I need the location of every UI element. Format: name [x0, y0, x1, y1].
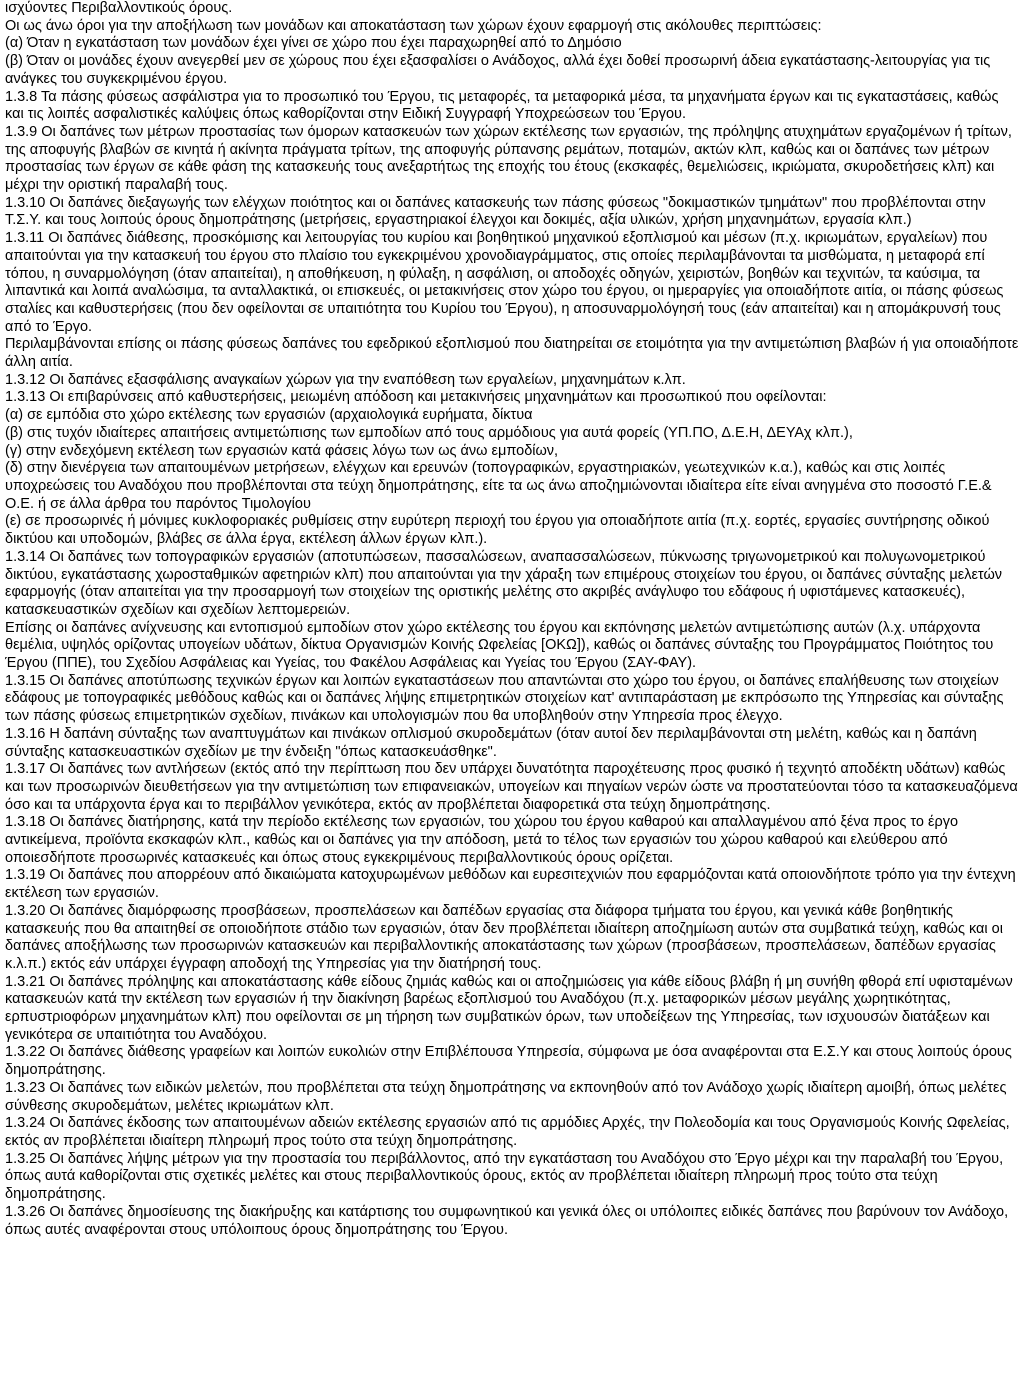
clause-1-3-13-item-e: (ε) σε προσωρινές ή μόνιμες κυκλοφοριακές ρυθμίσεις στην ευρύτερη περιοχή του έργου για οποιαδήποτε αιτία (π.χ. εορτές, εργασίες συντήρησης οδικού δικτύου και υποδομών, βλάβες σε άλλα έργα, εκτέλεση άλλων έργων κλπ.). — [5, 513, 990, 548]
clause-1-3-12: 1.3.12 Οι δαπάνες εξασφάλισης αναγκαίων χώρων για την εναπόθεση των εργαλείων, μηχανημάτων κ.λπ. — [5, 371, 686, 388]
list-item-b: (β) Όταν οι μονάδες έχουν ανεγερθεί μεν σε χώρους που έχει εξασφαλίσει ο Ανάδοχος, αλλά έχει δοθεί προσωρινή άδεια εγκατάστασης-λειτουργίας για τις ανάγκες του συγκεκριμένου έργου. — [5, 53, 991, 87]
clause-1-3-24: 1.3.24 Οι δαπάνες έκδοσης των απαιτουμένων αδειών εκτέλεσης εργασιών από τις αρμόδιες Αρχές, την Πολεοδομία και τους Οργανισμούς Κοινής Ωφελείας, εκτός αν προβλέπεται ιδιαίτερη πληρωμή προς τούτο στα τεύχη δημοπράτησης. — [5, 1115, 1010, 1149]
clause-1-3-14-continued: Επίσης οι δαπάνες ανίχνευσης και εντοπισμού εμποδίων στον χώρο εκτέλεσης του έργου και εκπόνησης μελετών αντιμετώπισης αυτών (λ.χ. υπάρχοντα θεμέλια, υψηλός ορίζοντας υπογείων υδάτων, δίκτυα Οργανισμών Κοινής Ωφελείας [ΟΚΩ]), καθώς οι δαπάνες σύνταξης του Προγράμματος Ποιότητος του Έργου (ΠΠΕ), του Σχεδίου Ασφάλειας και Υγείας, του Φακέλου Ασφάλειας και Υγείας του Έργου (ΣΑΥ-ΦΑΥ). — [5, 619, 994, 672]
paragraph-text: ισχύοντες Περιβαλλοντικούς όρους. — [5, 0, 233, 16]
clause-1-3-16: 1.3.16 Η δαπάνη σύνταξης των αναπτυγμάτων και πινάκων οπλισμού σκυροδεμάτων (όταν αυτοί δεν περιλαμβάνονται στη μελέτη, καθώς και η δαπάνη σύνταξης κατασκευαστικών σχεδίων με την ένδειξη "όπως κατασκευάσθηκε". — [5, 725, 977, 760]
clause-1-3-9: 1.3.9 Οι δαπάνες των μέτρων προστασίας των όμορων κατασκευών των χώρων εκτέλεσης των εργασιών, της πρόληψης ατυχημάτων εργαζομένων ή τρίτων, της αποφυγής βλαβών σε κινητά ή ακίνητα πράγματα τρίτων, της αποφυγής ρύπανσης ρεμάτων, ποταμών, ακτών κλπ, καθώς και οι δαπάνες των μέτρων προστασίας των έργων σε κάθε φάση της κατασκευής τους ανεξαρτήτως της εποχής του έτους (εκσκαφές, θεμελιώσεις, ικριώματα, σκυροδετήσεις κλπ) και μέχρι την οριστική παραλαβή τους. — [5, 123, 1012, 194]
clause-1-3-11: 1.3.11 Οι δαπάνες διάθεσης, προσκόμισης και λειτουργίας του κυρίου και βοηθητικού μηχανικού εξοπλισμού και μέσων (π.χ. ικριωμάτων, εργαλείων) που απαιτούνται για την κατασκευή του έργου στο πλαίσιο του εγκεκριμένου χρονοδιαγράμματος, στις οποίες περιλαμβάνονται τα μισθώματα, η μεταφορά επί τόπου, η συναρμολόγηση (όταν απαιτείται), η αποθήκευση, η φύλαξη, η ασφάλιση, οι αποδοχές οδηγών, χειριστών, βοηθών και τεχνιτών, τα καύσιμα, τα λιπαντικά και λοιπά αναλώσιμα, τα ανταλλακτικά, οι επισκευές, οι μετακινήσεις στον χώρο του έργου, οι ημεραργίες για οποιαδήποτε αιτία, οι πάσης φύσεως σταλίες και καθυστερήσεις (που δεν οφείλονται σε υπαιτιότητα του Κυρίου του Έργου), η αποσυναρμολόγησή τους (εάν απαιτείται) και η απομάκρυνσή τους από το Έργο. — [5, 230, 1004, 335]
clause-1-3-22: 1.3.22 Οι δαπάνες διάθεσης γραφείων και λοιπών ευκολιών στην Επιβλέπουσα Υπηρεσία, σύμφωνα με όσα αναφέρονται στα Ε.Σ.Υ και στους λοιπούς όρους δημοπράτησης. — [5, 1044, 1012, 1079]
clause-1-3-18: 1.3.18 Οι δαπάνες διατήρησης, κατά την περίοδο εκτέλεσης των εργασιών, του χώρου του έργου καθαρού και απαλλαγμένου από ξένα προς το έργο αντικείμενα, προϊόντα εκσκαφών κλπ., καθώς και οι δαπάνες για την απόδοση, μετά το τέλος των εργασιών του χώρου καθαρού και ελεύθερου από οποιεσδήποτε προσωρινές κατασκευές και όπως στους εγκεκριμένους περιβαλλοντικούς όρους ορίζεται. — [5, 814, 959, 866]
clause-1-3-10: 1.3.10 Οι δαπάνες διεξαγωγής των ελέγχων ποιότητος και οι δαπάνες κατασκευής των πάσης φύσεως "δοκιμαστικών τμημάτων" που προβλέπονται στην Τ.Σ.Υ. και τους λοιπούς όρους δημοπράτησης (μετρήσεις, εργαστηριακοί έλεγχοι και δοκιμές, αξία υλικών, χρήση μηχανημάτων, εργασία κλπ.) — [5, 194, 986, 229]
clause-1-3-13: 1.3.13 Οι επιβαρύνσεις από καθυστερήσεις, μειωμένη απόδοση και μετακινήσεις μηχανημάτων και προσωπικού που οφείλονται: — [5, 389, 827, 406]
clause-1-3-14: 1.3.14 Οι δαπάνες των τοπογραφικών εργασιών (αποτυπώσεων, πασσαλώσεων, αναπασσαλώσεων, πύκνωσης τριγωνομετρικού και πολυγωνομετρικού δικτύου, εγκατάστασης χωροσταθμικών αφετηριών κλπ) που απαιτούνται για την χάραξη των επιμέρους στοιχείων του έργου, οι δαπάνες σύνταξης μελετών εφαρμογής (όταν απαιτείται για την προσαρμογή των στοιχείων της οριστικής μελέτης στο ακριβές ανάγλυφο του εδάφους ή υφιστάμενες κατασκευές), κατασκευαστικών σχεδίων και σχεδίων λεπτομερειών. — [5, 548, 1003, 618]
clause-1-3-13-item-a: (α) σε εμπόδια στο χώρο εκτέλεσης των εργασιών (αρχαιολογικά ευρήματα, δίκτυα — [5, 407, 533, 424]
clause-1-3-8: 1.3.8 Τα πάσης φύσεως ασφάλιστρα για το προσωπικό του Έργου, τις μεταφορές, τα μεταφορικά μέσα, τα μηχανήματα έργων και τις εγκαταστάσεις, καθώς και τις λοιπές ασφαλιστικές καλύψεις όπως καθορίζονται στην Ειδική Συγγραφή Υποχρεώσεων του Έργου. — [5, 88, 999, 123]
clause-1-3-23: 1.3.23 Οι δαπάνες των ειδικών μελετών, που προβλέπεται στα τεύχη δημοπράτησης να εκπονηθούν από τον Ανάδοχο χωρίς ιδιαίτερη αμοιβή, όπως μελέτες σύνθεσης σκυροδεμάτων, μελέτες ικριωμάτων κλπ. — [5, 1079, 1007, 1114]
clause-1-3-26: 1.3.26 Οι δαπάνες δημοσίευσης της διακήρυξης και κατάρτισης του συμφωνητικού και γενικά όλες οι υπόλοιπες ειδικές δαπάνες που βαρύνουν τον Ανάδοχο, όπως αυτές αναφέρονται στους υπόλοιπους όρους δημοπράτησης του Έργου. — [5, 1203, 1009, 1238]
clause-1-3-21: 1.3.21 Οι δαπάνες πρόληψης και αποκατάστασης κάθε είδους ζημιάς καθώς και οι αποζημιώσεις για κάθε είδους βλάβη ή μη συνήθη φθορά επί υφισταμένων κατασκευών κατά την εκτέλεση των εργασιών ή την διακίνηση βαρέως εξοπλισμού του Αναδόχου (π.χ. μεταφορικών μέσων μεγάλης χωρητικότητας, ερπυστριοφόρων μηχανημάτων κλπ) που οφείλονται σε μη τήρηση των συμβατικών όρων, των υποδείξεων της Υπηρεσίας, των ισχυουσών διατάξεων και γενικότερα σε υπαιτιότητα του Αναδόχου. — [5, 973, 1013, 1043]
clause-1-3-17: 1.3.17 Οι δαπάνες των αντλήσεων (εκτός από την περίπτωση που δεν υπάρχει δυνατότητα παροχέτευσης προς φυσικό ή τεχνητό αποδέκτη υδάτων) καθώς και των προσωρινών διευθετήσεων για την αντιμετώπιση των επιφανειακών, υπογείων και πηγαίων νερών ώστε να προστατεύονται τόσο τα κατασκευαζόμενα όσο και τα υπάρχοντα έργα και το περιβάλλον γενικότερα, εκτός αν προβλέπεται διαφορετικά στα τεύχη δημοπράτησης. — [5, 761, 1018, 813]
clause-1-3-13-item-d: (δ) στην διενέργεια των απαιτουμένων μετρήσεων, ελέγχων και ερευνών (τοπογραφικών, εργαστηριακών, γεωτεχνικών κ.α.), καθώς και στις λοιπές υποχρεώσεις του Αναδόχου που προβλέπονται στα τεύχη δημοπράτησης, είτε τα ως άνω αποζημιώνονται ιδιαίτερα είτε είναι ανηγμένα στο ποσοστό Γ.Ε.& Ο.Ε. ή σε άλλα άρθρα του παρόντος Τιμολογίου — [5, 460, 992, 512]
list-item-a: (α) Όταν η εγκατάσταση των μονάδων έχει γίνει σε χώρο που έχει παραχωρηθεί από το Δημόσιο — [5, 35, 622, 52]
clause-1-3-19: 1.3.19 Οι δαπάνες που απορρέουν από δικαιώματα κατοχυρωμένων μεθόδων και ευρεσιτεχνιών που εφαρμόζονται κατά οποιονδήποτε τρόπο για την έντεχνη εκτέλεση των εργασιών. — [5, 867, 1016, 902]
clause-1-3-13-item-b: (β) στις τυχόν ιδιαίτερες απαιτήσεις αντιμετώπισης των εμποδίων από τους αρμόδιους για αυτά φορείς (ΥΠ.ΠΟ, Δ.Ε.Η, ΔΕΥΑχ κλπ.), — [5, 424, 853, 441]
clause-1-3-25: 1.3.25 Οι δαπάνες λήψης μέτρων για την προστασία του περιβάλλοντος, από την εγκατάσταση του Αναδόχου στο Έργο μέχρι και την παραλαβή του Έργου, όπως αυτά καθορίζονται στις σχετικές μελέτες και στους περιβαλλοντικούς όρους, εκτός αν προβλέπεται ιδιαίτερη πληρωμή προς τούτο στα τεύχη δημοπράτησης. — [5, 1150, 1004, 1203]
clause-1-3-11-continued: Περιλαμβάνονται επίσης οι πάσης φύσεως δαπάνες του εφεδρικού εξοπλισμού που διατηρείται σε ετοιμότητα για την αντιμετώπιση βλαβών ή για οποιαδήποτε άλλη αιτία. — [5, 336, 1019, 371]
clause-1-3-15: 1.3.15 Οι δαπάνες αποτύπωσης τεχνικών έργων και λοιπών εγκαταστάσεων που απαντώνται στο χώρο του έργου, οι δαπάνες επαλήθευσης των στοιχείων εδάφους με τοπογραφικές μεθόδους καθώς και οι δαπάνες λήψης επιμετρητικών στοιχείων κατ' αντιπαράσταση με εκπρόσωπο της Υπηρεσίας και σύνταξης των πάσης φύσεως επιμετρητικών σχεδίων, πινάκων και υπολογισμών που θα υποβληθούν στην Υπηρεσία προς έλεγχο. — [5, 672, 1004, 725]
clause-1-3-13-item-c: (γ) στην ενδεχόμενη εκτέλεση των εργασιών κατά φάσεις λόγω των ως άνω εμποδίων, — [5, 442, 559, 459]
clause-1-3-20: 1.3.20 Οι δαπάνες διαμόρφωσης προσβάσεων, προσπελάσεων και δαπέδων εργασίας στα διάφορα τμήματα του έργου, και γενικά κάθε βοηθητικής κατασκευής που θα απαιτηθεί σε οποιοδήποτε στάδιο των εργασιών, όταν δεν προβλέπεται ιδιαίτερη αποζημίωση αυτών στα συμβατικά τεύχη, καθώς και οι δαπάνες αποξήλωσης των προσωρινών κατασκευών και περιβαλλοντικής αποκατάστασης των χώρων (προσβάσεων, προσπελάσεων, δαπέδων εργασίας κ.λ.π.) εκτός εάν υπάρχει έγγραφη αποδοχή της Υπηρεσίας για την διατήρησή τους. — [5, 902, 1003, 972]
paragraph-text: Οι ως άνω όροι για την αποξήλωση των μονάδων και αποκατάσταση των χώρων έχουν εφαρμογή στις ακόλουθες περιπτώσεις: — [5, 17, 822, 34]
